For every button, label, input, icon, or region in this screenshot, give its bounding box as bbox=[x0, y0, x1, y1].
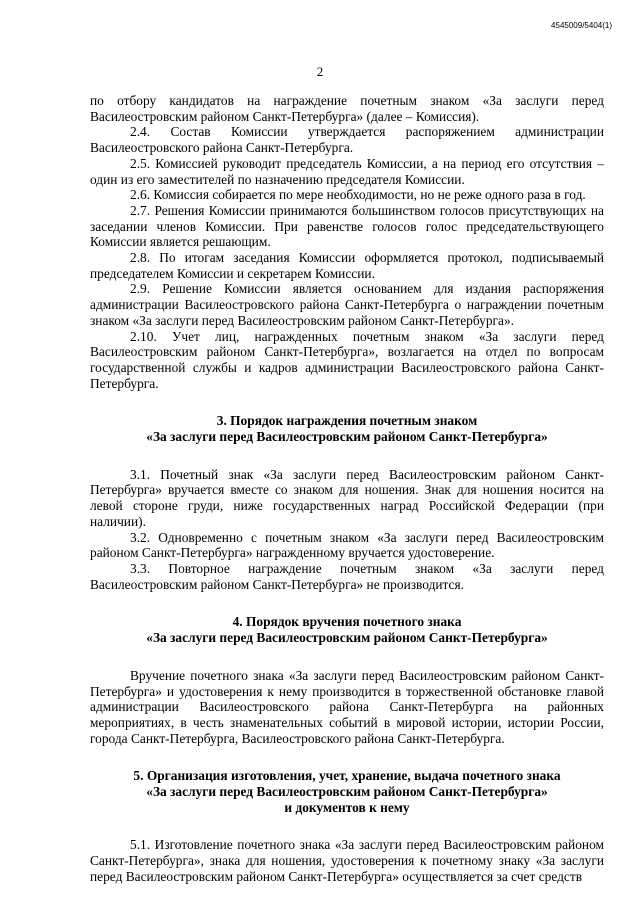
section-5-title-line-3: и документов к нему bbox=[284, 799, 410, 815]
paragraph-2-8: 2.8. По итогам заседания Комиссии оформляется протокол, подписываемый председателем Комиссии и секретарем Комиссии. bbox=[90, 250, 604, 281]
paragraph-3-2: 3.2. Одновременно с почетным знаком «За заслуги перед Василеостровским районом Санкт-Петербурга» награжденному вручается удостоверение. bbox=[90, 529, 604, 561]
paragraph-3-1: 3.1. Почетный знак «За заслуги перед Василеостровским районом Санкт-Петербурга» вручается вместе со знаком для ношения. Знак для ношения носится на левой стороне груди, ниже государственных наград Российской Федерации (при наличии). bbox=[90, 466, 604, 529]
paragraph-2-5: 2.5. Комиссией руководит председатель Комиссии, а на период его отсутствия – один из его заместителей по назначению председателя Комиссии. bbox=[90, 155, 604, 187]
paragraph-3-3: 3.3. Повторное награждение почетным знаком «За заслуги перед Василеостровским районом Санкт-Петербурга» не производится. bbox=[90, 560, 604, 592]
section-5-title-line-1: 5. Организация изготовления, учет, хранение, выдача почетного знака bbox=[133, 768, 561, 784]
document-body bbox=[90, 93, 604, 885]
paragraph-2-4: 2.4. Состав Комиссии утверждается распоряжением администрации Василеостровского района Санкт-Петербурга. bbox=[90, 124, 604, 156]
section-4-title-line-1: 4. Порядок вручения почетного знака bbox=[232, 614, 462, 630]
document-id: 4545009/5404(1) bbox=[551, 21, 612, 30]
paragraph-2-7: 2.7. Решения Комиссии принимаются большинством голосов присутствующих на заседании членов Комиссии. При равенстве голосов голос председательствующего Комиссии является решающим. bbox=[90, 202, 604, 250]
section-5-title-line-2: «За заслуги перед Василеостровским районом Санкт-Петербурга» bbox=[146, 784, 548, 800]
page-number: 2 bbox=[316, 64, 324, 79]
paragraph-4: Вручение почетного знака «За заслуги перед Василеостровским районом Санкт-Петербурга» и удостоверения к нему производится в торжественной обстановке главой администрации Василеостровского района Санкт-Петербурга на районных мероприятиях, в честь знаменательных событий в мировой истории, истории России, города Санкт-Петербурга, Василеостровского района Санкт-Петербурга. bbox=[90, 667, 604, 746]
section-3-title-line-2: «За заслуги перед Василеостровским районом Санкт-Петербурга» bbox=[146, 429, 548, 445]
paragraph-2-6: 2.6. Комиссия собирается по мере необходимости, но не реже одного раза в год. bbox=[130, 187, 586, 203]
paragraph-2-9: 2.9. Решение Комиссии является основанием для издания распоряжения администрации Василеостровского района Санкт-Петербурга о награждении почетным знаком «За заслуги перед Василеостровским районом Санкт-Петербурга». bbox=[90, 281, 604, 328]
paragraph-2-10: 2.10. Учет лиц, награжденных почетным знаком «За заслуги перед Василеостровским районом Санкт-Петербурга», возлагается на отдел по вопросам государственной службы и кадров администрации Василеостровского района Санкт-Петербурга. bbox=[90, 328, 604, 391]
paragraph-2-3-tail: по отбору кандидатов на награждение почетным знаком «За заслуги перед Василеостровским районом Санкт-Петербурга» (далее – Комиссия). bbox=[90, 93, 604, 124]
section-3-title-line-1: 3. Порядок награждения почетным знаком bbox=[216, 413, 478, 429]
paragraph-5-1: 5.1. Изготовление почетного знака «За заслуги перед Василеостровским районом Санкт-Петербурга», знака для ношения, удостоверения к почетному знаку «За заслуги перед Василеостровским районом Санкт-Петербурга» осуществляется за счет средств bbox=[90, 837, 604, 884]
section-4-title-line-2: «За заслуги перед Василеостровским районом Санкт-Петербурга» bbox=[146, 630, 548, 646]
